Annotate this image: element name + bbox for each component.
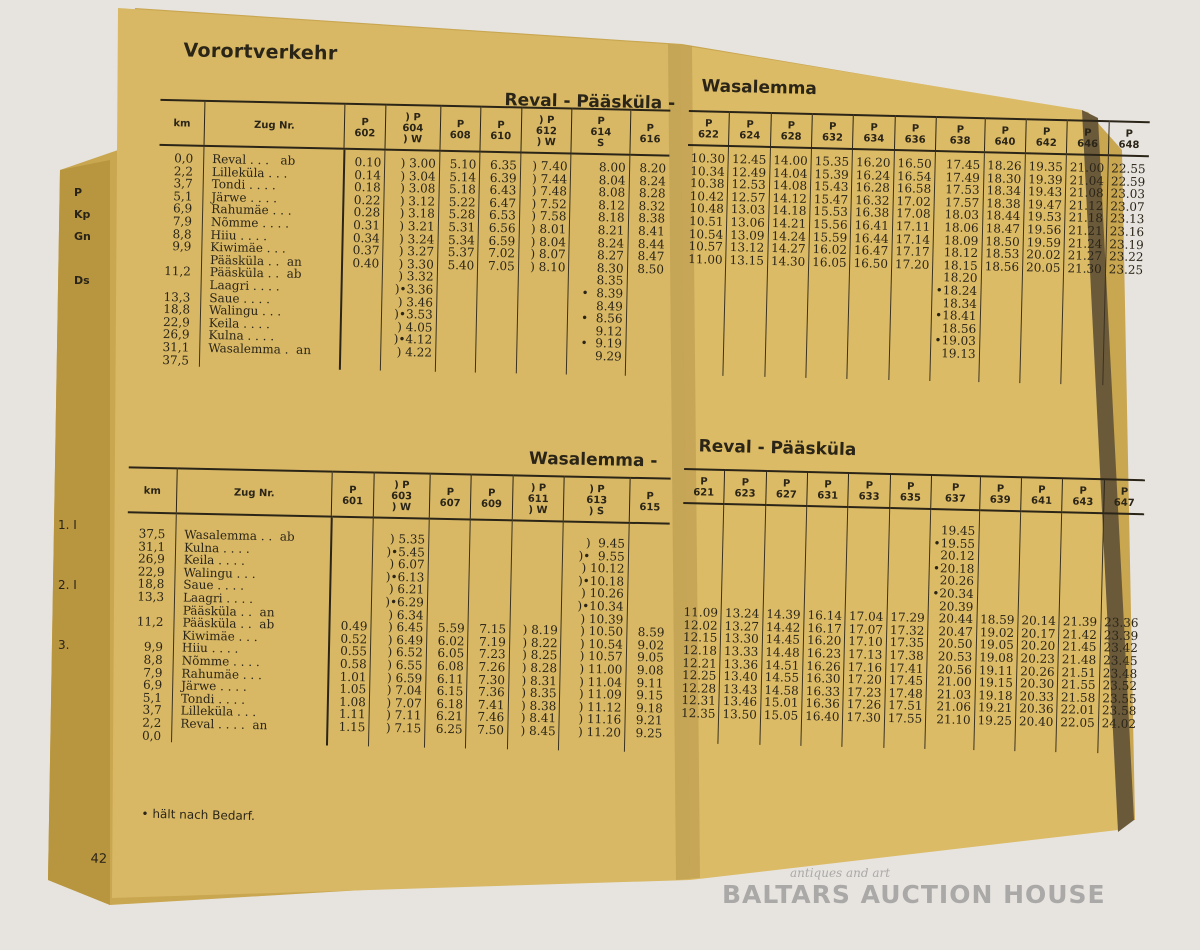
time-column: ) 9.45 )• 9.55 ) 10.12 )•10.18 ) 10.26 )•10.34 ) 10.39 ) 10.50 ) 10.54 ) 10.57 ) 11.00 ) 11.04 ) 11.09 ) 11.12 ) 11.16 ) 11.20 [559, 521, 629, 751]
km-header: km [160, 100, 205, 146]
time-column: 17.45 17.49 17.53 17.57 18.03 18.06 18.09 18.12 18.15 18.20 •18.24 18.34 •18.41 18.56 •19.03 19.13 [930, 151, 984, 382]
train-header: P 614 S [571, 109, 630, 155]
train-header: P 622 [688, 111, 730, 146]
train-header: P 646 [1067, 120, 1109, 155]
time-column: 19.35 19.39 19.43 19.47 19.53 19.56 19.59 20.02 20.05 [1020, 153, 1067, 384]
time-column: 16.20 16.24 16.28 16.32 16.38 16.41 16.44 16.47 16.50 [847, 149, 894, 380]
train-header: ) P 603 ) W [373, 472, 430, 518]
km-column: 37,5 31,1 26,9 22,9 18,8 13,3 11,2 9,9 8,8 7,9 6,9 5,1 3,7 2,2 0,0 [136, 526, 166, 743]
train-header: P 621 [683, 469, 725, 504]
time-column: 6.35 6.39 6.43 6.47 6.53 6.56 6.59 7.02 7.05 [476, 152, 521, 374]
train-header: P 636 [894, 116, 936, 151]
time-column: 16.50 16.54 16.58 17.02 17.08 17.11 17.14 17.17 17.20 [889, 150, 936, 381]
time-column: 15.35 15.39 15.43 15.47 15.53 15.56 15.59 16.02 16.05 [806, 148, 853, 379]
watermark-tagline: antiques and art [790, 866, 891, 880]
time-column: 17.29 17.32 17.35 17.38 17.41 17.45 17.48 17.51 17.55 [884, 508, 931, 749]
time-column: 16.14 16.17 16.20 16.23 16.26 16.30 16.33 16.36 16.40 [801, 506, 848, 747]
time-column: 23.36 23.39 23.42 23.45 23.48 23.52 23.55 23.58 24.02 [1097, 513, 1144, 754]
train-header: P 642 [1025, 119, 1067, 154]
train-header: P 638 [936, 117, 985, 152]
train-header: P 634 [853, 115, 895, 150]
time-column: 0.49 0.52 0.55 0.58 1.01 1.05 1.08 1.11 1.15 [326, 517, 373, 747]
train-header: P 608 [440, 106, 481, 152]
time-column: 11.09 12.02 12.15 12.18 12.21 12.25 12.28 12.31 12.35 [680, 517, 721, 721]
time-column: 14.39 14.42 14.45 14.48 14.51 14.55 14.58 15.01 15.05 [760, 505, 807, 746]
train-header: P 633 [848, 473, 890, 508]
bottom-route-label: Reval - Pääsküla [698, 436, 857, 461]
train-header: P 640 [984, 118, 1026, 153]
time-column: 20.14 20.17 20.20 20.23 20.26 20.30 20.33 20.36 20.40 [1015, 511, 1062, 752]
time-column: 17.04 17.07 17.10 17.13 17.16 17.20 17.23 17.26 17.30 [842, 507, 889, 748]
train-header: ) P 613 ) S [564, 476, 630, 522]
time-column: 14.00 14.04 14.08 14.12 14.18 14.21 14.24 14.27 14.30 [765, 147, 812, 378]
train-header: P 641 [1021, 477, 1063, 512]
train-header: P 615 [629, 478, 671, 524]
train-number-header: Zug Nr. [176, 468, 332, 516]
train-header: P 643 [1062, 478, 1104, 513]
time-column: 12.45 12.49 12.53 12.57 13.03 13.06 13.09 13.12 13.15 [723, 146, 770, 377]
page-edge-marks-lower: 1. I 2. I 3. [58, 518, 77, 652]
train-header: P 635 [890, 474, 932, 509]
train-header: P 624 [729, 112, 771, 147]
time-column: 22.55 22.59 23.03 23.07 23.13 23.16 23.19 23.22 23.25 [1102, 155, 1148, 386]
km-column: 0,0 2,2 3,7 5,1 6,9 7,9 8,8 9,9 11,2 13,3 18,8 22,9 26,9 31,1 37,5 [162, 151, 194, 368]
time-column: 7.15 7.19 7.23 7.26 7.30 7.36 7.41 7.46 7.50 [466, 519, 512, 749]
bottom-route-label: Wasalemma - [528, 448, 658, 472]
train-header: P 631 [807, 472, 849, 507]
time-column: 8.59 9.02 9.05 9.08 9.11 9.15 9.18 9.21 9.25 [624, 523, 670, 753]
top-timetable [682, 110, 1149, 386]
time-column: 8.20 8.24 8.28 8.32 8.38 8.41 8.44 8.47 8.50 [625, 155, 670, 377]
right-page-content [670, 64, 1146, 875]
train-header: ) P 604 ) W [385, 105, 441, 151]
train-number-header: Zug Nr. [204, 101, 345, 149]
train-header: ) P 612 ) W [521, 107, 573, 153]
train-header: P 609 [470, 474, 512, 520]
train-header: P 616 [629, 110, 670, 156]
top-route-label: Wasalemma [701, 76, 818, 100]
train-header: P 610 [480, 107, 521, 153]
time-column: 19.45 •19.55 20.12 •20.18 20.26 •20.34 20.39 20.44 20.47 20.50 20.53 20.56 21.00 21.03 21.06 21.10 [925, 509, 979, 750]
time-column: 8.00 8.04 8.08 8.12 8.18 8.21 8.24 8.27 8.30 8.35 • 8.39 8.49 • 8.56 9.12 • 9.19 9.29 [567, 154, 630, 376]
train-header: P 601 [331, 472, 374, 518]
time-column: 21.00 21.04 21.08 21.12 21.18 21.21 21.24 21.27 21.30 [1061, 154, 1108, 385]
page-number: 42 [90, 851, 108, 867]
time-column: ) 3.00 ) 3.04 ) 3.08 ) 3.12 ) 3.18 ) 3.21 ) 3.24 ) 3.27 ) 3.30 ) 3.32 )•3.36 ) 3.46 )•3.53 ) 4.05 )•4.12 ) 4.22 [380, 150, 439, 372]
time-column: 18.59 19.02 19.05 19.08 19.11 19.15 19.18 19.21 19.25 [973, 510, 1020, 751]
time-column: 0.10 0.14 0.18 0.22 0.28 0.31 0.34 0.37 0.40 [339, 149, 385, 371]
station-column: Reval . . . ab Lilleküla . . . Tondi . . . . Järwe . . . . Rahumäe . . . Nõmme . . . . Hiiu . . . . Kiwimäe . . . Pääsküla . . an Pääsküla . . ab Laagri . . . . Saue . . . . Walingu . . . Keila . . . . Kulna . . . . Wasalemma . an [199, 146, 344, 370]
top-timetable [155, 99, 670, 377]
time-column: ) 7.40 ) 7.44 ) 7.48 ) 7.52 ) 7.58 ) 8.01 ) 8.04 ) 8.07 ) 8.10 [516, 152, 571, 374]
bottom-timetable [123, 466, 671, 752]
bottom-timetable [677, 468, 1145, 754]
train-header: P 648 [1108, 121, 1150, 156]
page-edge-marks: P Kp Gn Ds [74, 186, 91, 287]
station-column: Wasalemma . . ab Kulna . . . . Keila . . . . Walingu . . . Saue . . . . Laagri . . . . Pääsküla . . an Pääsküla . . ab Kiwimäe . . . Hiiu . . . . Nõmme . . . . Rahumäe . . . Järwe . . . . Tondi . . . . Lilleküla . . . Reval . . . . an [172, 513, 332, 745]
train-header: P 632 [812, 114, 854, 149]
train-header: P 623 [724, 470, 766, 505]
time-column: 5.59 6.02 6.05 6.08 6.11 6.15 6.18 6.21 6.25 [424, 519, 470, 749]
page-heading: Vorortverkehr [183, 39, 338, 65]
time-column: ) 5.35 )•5.45 ) 6.07 )•6.13 ) 6.21 )•6.29 ) 6.34 ) 6.45 ) 6.49 ) 6.52 ) 6.55 ) 6.59 ) 7.04 ) 7.07 ) 7.11 ) 7.15 [368, 517, 429, 747]
train-header: P 639 [979, 476, 1021, 511]
time-column: 5.10 5.14 5.18 5.22 5.28 5.31 5.34 5.37 5.40 [435, 151, 480, 373]
watermark: BALTARS AUCTION HOUSE [722, 880, 1106, 909]
train-header: P 628 [770, 113, 812, 148]
top-route-label: Reval - Pääsküla - [504, 90, 676, 114]
time-column: 18.26 18.30 18.34 18.38 18.44 18.47 18.50 18.53 18.56 [978, 152, 1025, 383]
time-column: 10.30 10.34 10.38 10.42 10.48 10.51 10.54 10.57 11.00 [688, 151, 726, 267]
left-page-content [90, 26, 677, 878]
train-header: P 602 [344, 104, 386, 150]
train-header: P 627 [765, 471, 807, 506]
time-column: 21.39 21.42 21.45 21.48 21.51 21.55 21.58 22.01 22.05 [1056, 512, 1103, 753]
km-header: km [128, 467, 177, 513]
train-header: P 607 [429, 474, 471, 520]
train-header: P 637 [931, 475, 980, 510]
time-column: 13.24 13.27 13.30 13.33 13.36 13.40 13.43 13.46 13.50 [718, 504, 765, 745]
time-column: ) 8.19 ) 8.22 ) 8.25 ) 8.28 ) 8.31 ) 8.35 ) 8.38 ) 8.41 ) 8.45 [507, 520, 564, 750]
footnote: • hält nach Bedarf. [141, 806, 256, 824]
train-header: ) P 611 ) W [512, 475, 565, 521]
train-header: P 647 [1103, 479, 1145, 514]
